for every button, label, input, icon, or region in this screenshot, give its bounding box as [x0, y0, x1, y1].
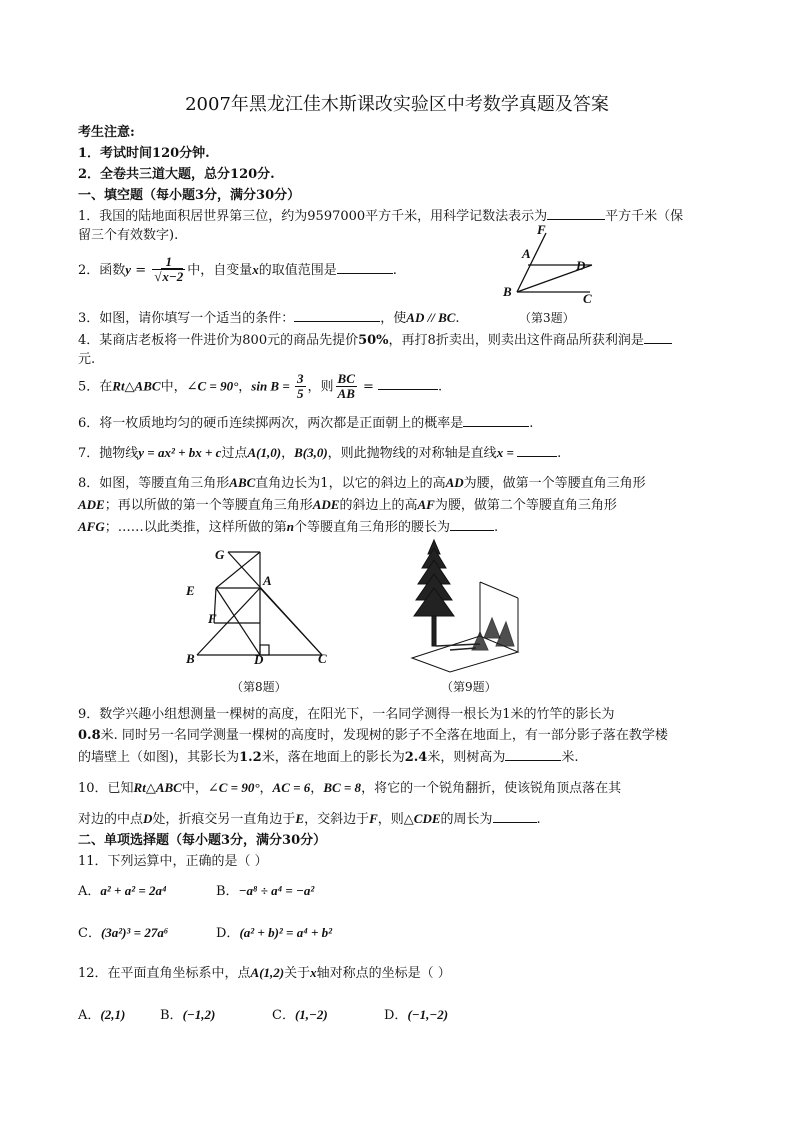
question-8-line3: AFG；……以此类推，这样所做的第n个等腰直角三角形的腰长为 .	[78, 519, 499, 535]
question-8-line1: 8．如图，等腰直角三角形ABC直角边长为1，以它的斜边上的高AD为腰，做第一个等腰直角三角形	[78, 475, 646, 491]
answer-blank	[463, 414, 529, 427]
fig8-label-B: B	[186, 651, 195, 666]
section1-heading: 一、填空题（每小题3分，满分30分）	[78, 188, 301, 203]
answer-blank	[547, 207, 605, 220]
fig3-label-D: D	[576, 258, 586, 273]
question-8-line2: ADE；再以所做的第一个等腰直角三角形ADE的斜边上的高AF为腰，做第二个等腰直角三角形	[78, 497, 617, 513]
question-11-option-C[interactable]: C．(3a²)³ = 27a⁶	[78, 925, 169, 941]
notice-heading: 考生注意:	[78, 125, 135, 140]
notice-item-2: 2．全卷共三道大题，总分120分.	[78, 167, 275, 182]
question-3: 3．如图，请你填写一个适当的条件： ，使AD // BC.	[78, 310, 460, 326]
fig8-label-C: C	[318, 651, 327, 666]
notice-item-1: 1．考试时间120分钟.	[78, 146, 210, 161]
question-11-stem: 11．下列运算中，正确的是（ ）	[78, 854, 268, 869]
question-12-option-B[interactable]: B．(−1,2)	[160, 1007, 216, 1023]
question-4-line2: 元.	[78, 352, 96, 367]
fraction: $\frac{1}{√x-2}$	[154, 254, 184, 285]
question-1-line1: 1．我国的陆地面积居世界第三位，约为9597000平方千米，用科学记数法表示为 平方千米（保	[78, 209, 684, 224]
question-12-option-D[interactable]: D．(−1,−2)	[384, 1007, 449, 1023]
answer-blank	[337, 261, 393, 274]
question-1-line2: 留三个有效数字).	[78, 228, 179, 243]
answer-blank	[644, 331, 672, 344]
question-12-option-C[interactable]: C．(1,−2)	[272, 1007, 328, 1023]
fig3-caption: （第3题）	[519, 311, 575, 325]
figure-q3	[500, 225, 610, 305]
fig8-label-D: D	[254, 652, 264, 667]
question-2: 2．函数y = $\frac{1}{√x-2}$ 中，自变量x的取值范围是 .	[78, 254, 397, 285]
fig3-label-B: B	[503, 284, 512, 299]
fig8-label-G: G	[215, 547, 225, 562]
fig3-label-A: A	[522, 246, 531, 261]
question-6: 6．将一枚质地均匀的硬币连续掷两次，两次都是正面朝上的概率是 .	[78, 416, 534, 431]
question-10-line2: 对边的中点D处，折痕交另一直角边于E，交斜边于F，则△CDE的周长为 .	[78, 811, 541, 827]
section2-heading: 二、单项选择题（每小题3分，满分30分）	[78, 833, 327, 848]
question-12-option-A[interactable]: A．(2,1)	[78, 1007, 126, 1023]
question-9-line1: 9．数学兴趣小组想测量一棵树的高度，在阳光下，一名同学测得一根长为1米的竹竿的影长为	[78, 707, 615, 722]
answer-blank	[505, 748, 561, 761]
fig8-label-A: A	[263, 573, 272, 588]
answer-blank	[493, 810, 537, 823]
fig8-caption: （第8题）	[231, 680, 287, 694]
answer-blank	[378, 377, 438, 390]
fig3-label-F: F	[537, 222, 546, 237]
answer-blank	[517, 444, 557, 457]
question-9-line3: 的墙壁上（如图)，其影长为1.2米，落在地面上的影长为2.4米，则树高为 米.	[78, 750, 579, 765]
answer-blank	[450, 518, 494, 531]
figure-q9-tree	[410, 538, 530, 673]
question-4-line1: 4．某商店老板将一件进价为800元的商品先提价50%，再打8折卖出，则卖出这件商品所获利润是	[78, 329, 672, 348]
figure-q8	[180, 548, 340, 663]
fig3-label-C: C	[583, 291, 592, 306]
question-7: 7．抛物线y = ax² + bx + c过点A(1,0)，B(3,0)，则此抛物线的对称轴是直线x = .	[78, 445, 562, 461]
question-9-line2: 0.8米. 同时另一名同学测量一棵树的高度时，发现树的影子不全落在地面上，有一部分影子落在教学楼	[78, 728, 668, 743]
answer-blank	[294, 309, 380, 322]
question-11-option-B[interactable]: B．−a⁸ ÷ a⁴ = −a²	[216, 883, 315, 899]
fig8-label-E: E	[186, 583, 195, 598]
fig9-caption: （第9题）	[441, 680, 497, 694]
question-10-line1: 10．已知Rt△ABC中，∠C = 90°，AC = 6，BC = 8，将它的一个锐角翻折，使该锐角顶点落在其	[78, 780, 622, 796]
question-11-option-D[interactable]: D．(a² + b)² = a⁴ + b²	[216, 925, 333, 941]
question-12-stem: 12．在平面直角坐标系中，点A(1,2)关于x轴对称点的坐标是（ ）	[78, 965, 451, 981]
fig8-label-F: F	[208, 611, 217, 626]
question-11-option-A[interactable]: A．a² + a² = 2a⁴	[78, 883, 167, 899]
page-title: 2007年黑龙江佳木斯课改实验区中考数学真题及答案	[185, 94, 609, 115]
question-5: 5．在Rt△ABC中，∠C = 90°，sin B = $\frac{3}{5}$ ，则 $\frac{BC}{AB}$ = .	[78, 371, 443, 402]
